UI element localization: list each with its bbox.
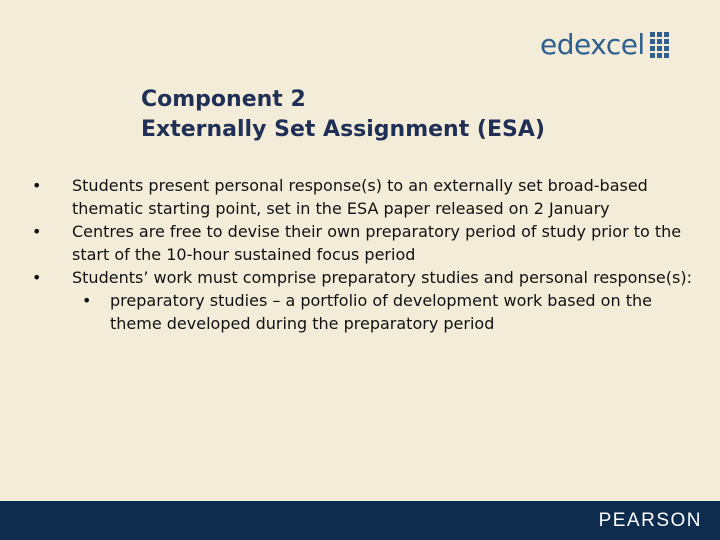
sub-bullet-list: [72, 289, 698, 335]
title-line-2: Externally Set Assignment (ESA): [141, 117, 545, 142]
footer-bar: [0, 501, 720, 540]
logo-text: edexcel: [540, 28, 645, 61]
logo-dots-icon: [650, 32, 669, 58]
bullet-item: [28, 266, 698, 335]
bullet-item: • Centres are free to devise their own preparatory period of study prior to the start of the 10-hour sustained focus period: [28, 220, 698, 266]
sub-bullet-item: • preparatory studies – a portfolio of development work based on the theme developed during the preparatory period: [72, 289, 698, 335]
bullet-item: • Students present personal response(s) to an externally set broad-based thematic starting point, set in the ESA paper released on 2 January: [28, 174, 698, 220]
pearson-logo: PEARSON: [598, 510, 702, 531]
title-line-1: Component 2: [141, 87, 306, 112]
edexcel-logo: [540, 28, 669, 61]
slide-title: [141, 85, 545, 145]
bullet-list: [28, 174, 698, 335]
bullet-text: Students’ work must comprise preparatory studies and personal response(s):: [72, 268, 692, 287]
